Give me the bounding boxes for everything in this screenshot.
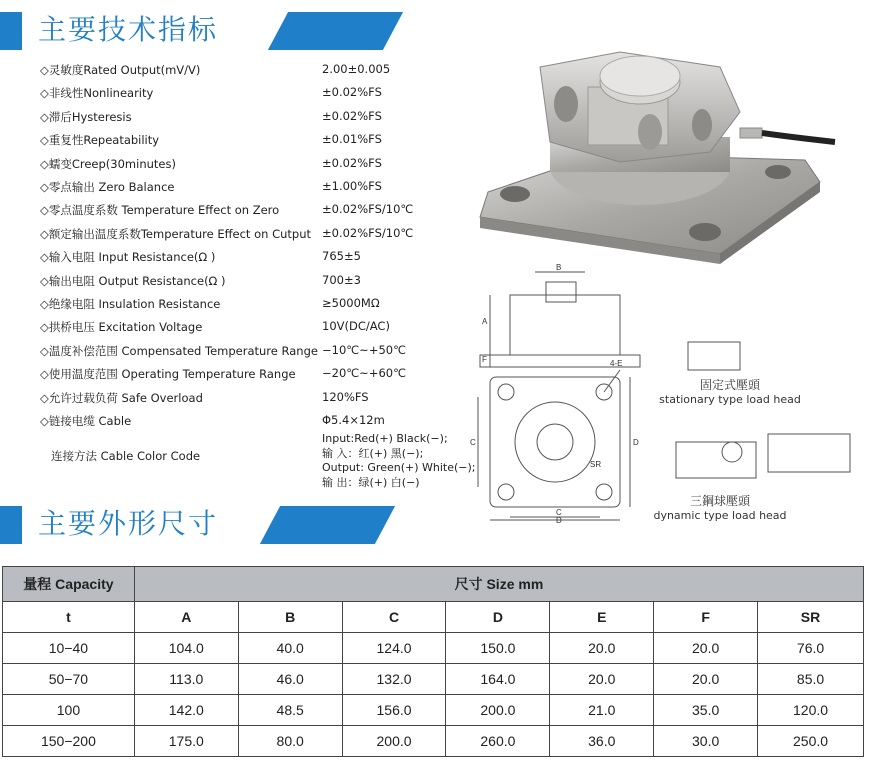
spec-value: −20℃~+60℃ (322, 366, 407, 381)
table-cell: 36.0 (550, 726, 654, 757)
stationary-head-caption-cn: 固定式壓頭 (699, 378, 760, 392)
column-header: F (654, 602, 758, 633)
spec-label: ◇蠕变Creep(30minutes) (40, 156, 176, 171)
spec-label: ◇额定输出温度系数Temperature Effect on Cutput (40, 226, 312, 241)
spec-row (40, 62, 470, 82)
table-cell: 156.0 (342, 695, 446, 726)
dynamic-head-photo (768, 434, 850, 472)
table-row (3, 695, 864, 726)
dim-label-f: F (482, 355, 487, 364)
cable-color-code-label: 连接方法 Cable Color Code (51, 449, 201, 463)
side-view-body (510, 295, 620, 355)
table-cell: 35.0 (654, 695, 758, 726)
spec-value: 120%FS (322, 389, 369, 404)
spec-label: ◇滞后Hysteresis (40, 109, 132, 124)
table-cell: 150−200 (3, 726, 135, 757)
table-row (3, 633, 864, 664)
dim-label-e: 4-E (610, 359, 623, 368)
table-row (3, 726, 864, 757)
title-accent-parallelogram (260, 506, 395, 544)
dim-label-d-right: D (633, 438, 639, 447)
column-header: E (550, 602, 654, 633)
table-cell: 80.0 (238, 726, 342, 757)
spec-row (40, 296, 470, 316)
cable-line: Output: Green(+) White(−); (322, 461, 476, 474)
spec-label: ◇使用温度范围 Operating Temperature Range (40, 367, 296, 382)
spec-label: ◇绝缘电阻 Insulation Resistance (40, 297, 221, 311)
table-cell: 20.0 (550, 664, 654, 695)
spec-row (40, 85, 470, 105)
spec-label: ◇输出电阻 Output Resistance(Ω ) (40, 273, 226, 288)
spec-value: −10℃~+50℃ (322, 342, 407, 357)
spec-label: ◇输入电阻 Input Resistance(Ω ) (40, 250, 216, 265)
section-title-text: 主要外形尺寸 (38, 507, 219, 540)
table-cell: 20.0 (654, 633, 758, 664)
spec-label: ◇零点温度系数 Temperature Effect on Zero (40, 203, 280, 218)
section-title-text: 主要技术指标 (38, 13, 219, 46)
table-cell: 30.0 (654, 726, 758, 757)
table-cell: 250.0 (758, 726, 864, 757)
dim-label-c-left: C (470, 438, 476, 447)
table-cell: 120.0 (758, 695, 864, 726)
cable-line: 输 出：绿(+) 白(−) (322, 475, 420, 489)
table-column-row (3, 602, 864, 633)
spec-label: ◇零点输出 Zero Balance (40, 180, 175, 194)
column-header: t (3, 602, 135, 633)
table-cell: 40.0 (238, 633, 342, 664)
table-cell: 260.0 (446, 726, 550, 757)
spec-value: ±0.02%FS (322, 108, 382, 123)
dim-label-d: D (556, 516, 562, 524)
dynamic-head-caption-cn: 三鋼球壓頭 (689, 494, 750, 508)
dim-label-sr: SR (590, 460, 602, 469)
table-cell: 85.0 (758, 664, 864, 695)
table-cell: 164.0 (446, 664, 550, 695)
column-header: D (446, 602, 550, 633)
spec-row (40, 226, 470, 246)
table-cell: 200.0 (342, 726, 446, 757)
table-cell: 150.0 (446, 633, 550, 664)
table-cell: 142.0 (134, 695, 238, 726)
spec-row (40, 156, 470, 176)
column-header: SR (758, 602, 864, 633)
spec-row (40, 319, 470, 339)
cable-line: 输 入：红(+) 黑(−); (322, 446, 424, 460)
spec-row (40, 390, 470, 410)
table-cell: 76.0 (758, 633, 864, 664)
table-cell: 46.0 (238, 664, 342, 695)
dim-label-b: B (556, 263, 562, 272)
spec-row (40, 366, 470, 386)
table-cell: 132.0 (342, 664, 446, 695)
spec-label: ◇拱桥电压 Excitation Voltage (40, 320, 203, 335)
table-cell: 50−70 (3, 664, 135, 695)
spec-label: ◇允许过载负荷 Safe Overload (40, 390, 203, 405)
spec-row (40, 202, 470, 222)
dynamic-head-caption-en: dynamic type load head (653, 509, 787, 522)
load-cell-photo (470, 42, 840, 264)
table-cell: 175.0 (134, 726, 238, 757)
spec-value: ±1.00%FS (322, 179, 382, 193)
title-accent-bar (0, 12, 22, 50)
spec-value: ±0.02%FS (322, 155, 382, 170)
title-accent-parallelogram (268, 12, 403, 50)
table-cell: 20.0 (550, 633, 654, 664)
table-header-row (3, 567, 864, 602)
stationary-head-caption-en: stationary type load head (659, 393, 801, 406)
column-header: B (238, 602, 342, 633)
spec-value: ≥5000MΩ (322, 296, 380, 310)
spec-value: 10V(DC/AC) (322, 319, 390, 334)
title-accent-bar (0, 506, 22, 544)
spec-value: ±0.02%FS (322, 85, 382, 100)
spec-value: 700±3 (322, 272, 361, 287)
dim-label-a: A (482, 317, 488, 326)
table-cell: 124.0 (342, 633, 446, 664)
cable-color-code-values (322, 432, 476, 490)
size-header: 尺寸 Size mm (134, 567, 863, 602)
spec-row (40, 179, 470, 199)
section-title-dimensions (0, 500, 874, 544)
spec-value: ±0.01%FS (322, 132, 382, 147)
spec-value: 2.00±0.005 (322, 62, 391, 76)
table-cell: 21.0 (550, 695, 654, 726)
spec-value: ±0.02%FS/10℃ (322, 225, 414, 240)
dynamic-head-drawing (676, 442, 756, 478)
capacity-header: 量程 Capacity (3, 567, 135, 602)
column-header: C (342, 602, 446, 633)
spec-label: ◇链接电缆 Cable (40, 414, 132, 428)
table-cell: 104.0 (134, 633, 238, 664)
side-view-head (546, 282, 576, 302)
table-cell: 113.0 (134, 664, 238, 695)
table-cell: 200.0 (446, 695, 550, 726)
spec-label: ◇非线性Nonlinearity (40, 86, 154, 101)
spec-row (40, 273, 470, 293)
cable-line: Input:Red(+) Black(−); (322, 432, 448, 445)
table-cell: 10−40 (3, 633, 135, 664)
spec-value: ±0.02%FS/10℃ (322, 202, 414, 217)
dim-label-c: C (556, 508, 562, 517)
spec-row (40, 343, 470, 363)
spec-row (40, 109, 470, 129)
table-cell: 100 (3, 695, 135, 726)
spec-row (40, 249, 470, 269)
spec-label: ◇重复性Repeatability (40, 133, 160, 148)
table-cell: 20.0 (654, 664, 758, 695)
spec-label: ◇灵敏度Rated Output(mV/V) (40, 63, 201, 77)
table-row (3, 664, 864, 695)
top-view-body (490, 377, 620, 507)
spec-value: 765±5 (322, 249, 361, 264)
spec-value: Φ5.4×12m (322, 413, 385, 427)
spec-label: ◇温度补偿范围 Compensated Temperature Range (40, 343, 318, 358)
stationary-head-drawing (688, 342, 740, 370)
table-cell: 48.5 (238, 695, 342, 726)
spec-row (40, 413, 470, 433)
column-header: A (134, 602, 238, 633)
dimensions-table (2, 566, 864, 757)
spec-row (40, 132, 470, 152)
